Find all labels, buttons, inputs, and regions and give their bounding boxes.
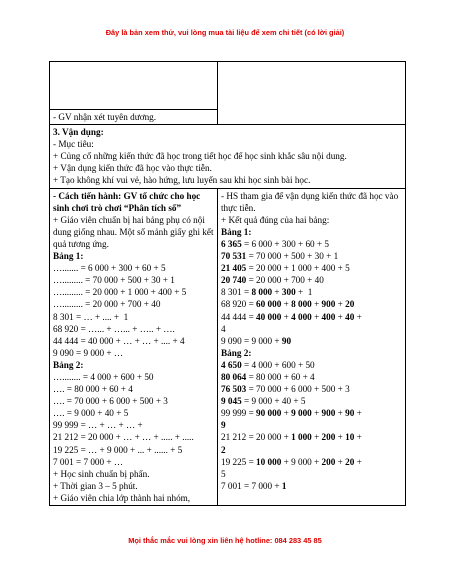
student-cell (218, 188, 406, 505)
answer-line: 44 444 = 40 000 + 4 000 + 400 + 40 + (221, 311, 362, 322)
intro-text: + Giáo viên chuẩn bị hai bảng phụ có nội dung giống nhau. Một số mảnh giấy ghi kết quả tương ứng. (53, 214, 214, 249)
answer-line: 9 045 = 9 000 + 40 + 5 (221, 396, 306, 407)
teacher-cell (50, 188, 218, 505)
answer-line: 99 999 = 90 000 + 9 000 + 900 + 90 + (221, 408, 362, 419)
list-item: 44 444 = 40 000 + … + … + .... + 4 (53, 335, 185, 346)
answer-line: 19 225 = 10 000 + 9 000 + 200 + 20 + (221, 456, 362, 467)
goal-item: + Vận dụng kiến thức đã học vào thực tiễn. (53, 163, 212, 174)
list-item: + Thời gian 3 – 5 phút. (53, 480, 138, 491)
answer-line: 68 920 = 60 000 + 8 000 + 900 + 20 (221, 299, 355, 310)
board-title: Bảng 2: (53, 359, 84, 370)
hotline-banner: Mọi thắc mắc vui lòng xin liên hệ hotline: 084 283 45 85 (128, 536, 322, 545)
list-item: …........ = 4 000 + 600 + 50 (53, 371, 154, 382)
lesson-table (49, 61, 406, 506)
board-title: Bảng 2: (221, 347, 252, 358)
answer-line: 7 001 = 7 000 + 1 (221, 480, 287, 491)
goal-item: + Tạo không khí vui vẻ, hào hứng, lưu luyến sau khi học sinh bài học. (53, 175, 311, 186)
answer-line: 20 740 = 20 000 + 700 + 40 (221, 275, 324, 286)
table-row (50, 125, 406, 188)
list-item: + Học sinh chuẩn bị phấn. (53, 468, 150, 479)
answer-line: 2 (221, 444, 226, 455)
method-heading: - Cách tiến hành: GV tổ chức cho học sinh chơi trò chơi “Phân tích số” (53, 190, 201, 213)
list-item: 9 090 = 9 000 + … (53, 347, 124, 358)
table-cell (50, 110, 218, 125)
praise-text: - GV nhận xét tuyên dương. (53, 112, 157, 122)
goal-item: + Củng cố những kiến thức đã học trong tiết học để học sinh khắc sâu nội dung. (53, 151, 347, 162)
list-item: …....... = 6 000 + 300 + 60 + 5 (53, 263, 166, 274)
list-item: 99 999 = … + … + … + (53, 420, 143, 431)
list-item: …......... = 20 000 + 700 + 40 (53, 299, 161, 310)
list-item: …. = 70 000 + 6 000 + 500 + 3 (53, 396, 168, 407)
intro-text: - HS tham gia để vận dụng kiến thức đã học vào thực tiễn. (221, 190, 399, 213)
table-cell (50, 62, 218, 110)
list-item: …......... = 70 000 + 500 + 30 + 1 (53, 275, 175, 286)
answer-line: 8 301 = 8 000 + 300 + 1 (221, 287, 313, 298)
list-item: …......... = 20 000 + 1 000 + 400 + 5 (53, 287, 187, 298)
list-item: …. = 80 000 + 60 + 4 (53, 384, 133, 395)
board-title: Bảng 1: (221, 226, 252, 237)
answer-line: 4 (221, 323, 226, 334)
result-line: + Kết quả đúng của hai bảng: (221, 214, 330, 225)
table-row (50, 188, 406, 505)
list-item: 19 225 = … + 9 000 + ... + ...... + 5 (53, 444, 183, 455)
preview-banner: Đây là bản xem thử, vui lòng mua tài liệu để xem chi tiết (có lời giải) (105, 28, 345, 37)
answer-line: 9 090 = 9 000 + 90 (221, 335, 292, 346)
answer-line: 9 (221, 420, 226, 431)
answer-line: 80 064 = 80 000 + 60 + 4 (221, 371, 315, 382)
answer-line: 5 (221, 468, 226, 479)
section-title: 3. Vận dụng: (53, 127, 104, 138)
section-cell (50, 125, 406, 188)
list-item: 21 212 = 20 000 + … + … + ..... + ..... (53, 432, 194, 443)
board-title: Bảng 1: (53, 251, 84, 262)
answer-line: 76 503 = 70 000 + 6 000 + 500 + 3 (221, 384, 350, 395)
answer-line: 70 531 = 70 000 + 500 + 30 + 1 (221, 251, 339, 262)
answer-line: 21 212 = 20 000 + 1 000 + 200 + 10 + (221, 432, 362, 443)
list-item: …. = 9 000 + 40 + 5 (53, 408, 129, 419)
goal-label: - Mục tiêu: (53, 139, 94, 150)
list-item: 8 301 = … + .... + 1 (53, 311, 129, 322)
table-row (50, 62, 406, 110)
answer-line: 6 365 = 6 000 + 300 + 60 + 5 (221, 238, 330, 249)
list-item: 7 001 = 7 000 + … (53, 456, 124, 467)
list-item: + Giáo viên chia lớp thành hai nhóm, (53, 492, 191, 503)
list-item: 68 920 = …... + …... + ….. + …. (53, 323, 175, 334)
answer-line: 4 650 = 4 000 + 600 + 50 (221, 359, 315, 370)
answer-line: 21 405 = 20 000 + 1 000 + 400 + 5 (221, 263, 350, 274)
table-cell (218, 62, 406, 125)
